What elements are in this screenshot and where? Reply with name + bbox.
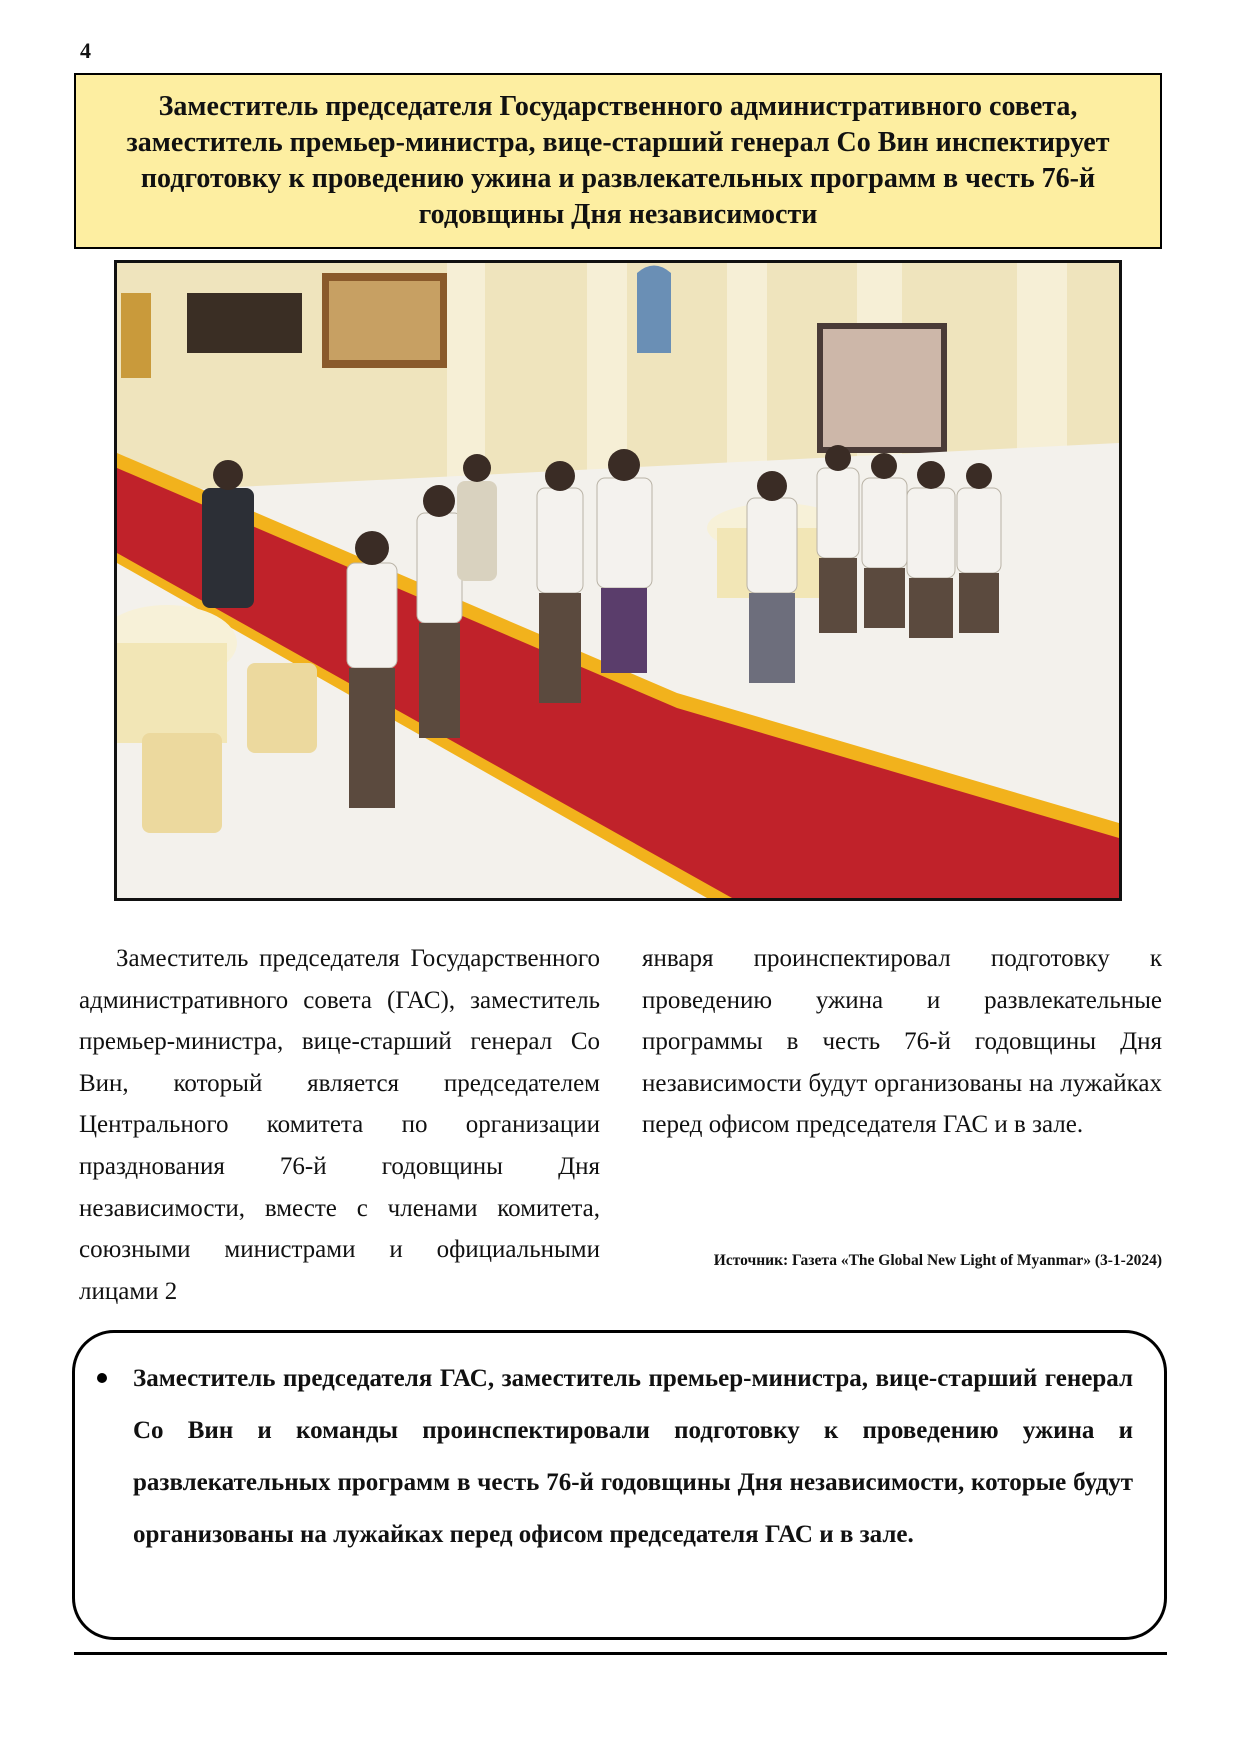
title-box bbox=[74, 73, 1162, 249]
bottom-divider bbox=[74, 1652, 1167, 1655]
article-right-column: января проинспектировал подготовку к проведению ужина и развлекательные программы в честь 76-й годовщины Дня независимости будут организованы на лужайках перед офисом председателя ГАС и в зале. bbox=[642, 945, 1162, 1139]
summary-item: Заместитель председателя ГАС, заместитель премьер-министра, вице-старший генерал Со Вин и команды проинспектировали подготовку к проведению ужина и развлекательных программ в честь 76-й годовщины Дня независимости, которые будут организованы на лужайках перед офисом председателя ГАС и в зале. bbox=[133, 1365, 1133, 1548]
bullet-icon bbox=[97, 1373, 107, 1383]
article-left-column: Заместитель председателя Государственного административного совета (ГАС), заместитель премьер-министра, вице-старший генерал Со Вин, который является председателем Центрального комитета по организации празднования 76-й годовщины Дня независимости, вместе с членами комитета, союзными министрами и официальными лицами 2 bbox=[79, 945, 600, 1305]
page-title: Заместитель председателя Государственного административного совета, заместитель премьер-министра, вице-старший генерал Со Вин инспектирует подготовку к проведению ужина и развлекательных программ в честь 76-й годовщины Дня независимости bbox=[126, 91, 1110, 230]
source-credit: Источник: Газета «The Global New Light of Myanmar» (3-1-2024) bbox=[713, 1252, 1162, 1269]
summary-box bbox=[72, 1330, 1167, 1640]
page-number: 4 bbox=[80, 38, 91, 63]
news-photo bbox=[114, 260, 1122, 901]
hall-inspection-illustration bbox=[117, 263, 1119, 898]
